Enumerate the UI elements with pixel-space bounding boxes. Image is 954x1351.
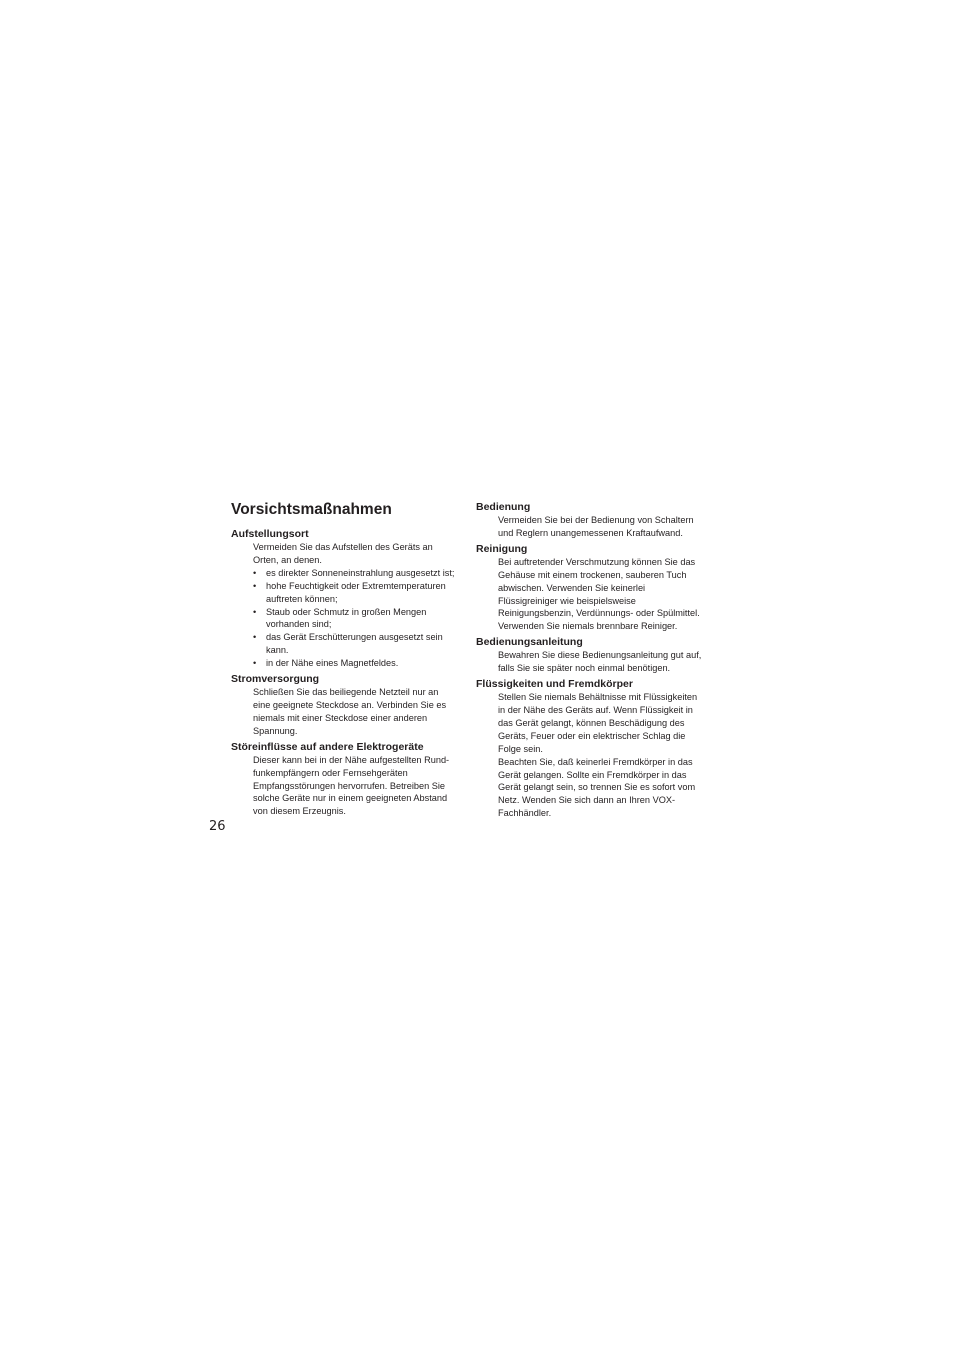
section-fluessigkeiten xyxy=(476,678,702,820)
section-text: Schließen Sie das beiliegende Netzteil nur an eine geeignete Steckdose an. Verbinden Sie es niemals mit einer Steckdose einer anderen Spannung. xyxy=(253,687,447,736)
section-stoereinfluesse xyxy=(231,741,456,819)
section-body xyxy=(253,754,456,819)
section-body xyxy=(498,691,702,820)
section-text: Bewahren Sie diese Bedienungsanleitung gut auf, falls Sie sie später noch einmal benötigen. xyxy=(498,650,702,674)
section-text: Bei auftretender Verschmutzung können Sie das Gehäuse mit einem trockenen, sauberen Tuch abwischen. Verwenden Sie keinerlei Flüssigreiniger wie beispielsweise Reinigungsbenzin, Verdünnungs- oder Spülmittel. Verwenden Sie niemals brennbare Reiniger. xyxy=(498,556,700,632)
section-body xyxy=(498,649,702,675)
section-aufstellungsort xyxy=(231,528,456,670)
section-body xyxy=(253,686,456,738)
left-column xyxy=(231,500,456,821)
section-text: Vermeiden Sie bei der Bedienung von Schaltern und Reglern unangemessenen Kraftaufwand. xyxy=(498,515,694,538)
page-number: 26 xyxy=(209,819,226,834)
bullet-item: • Staub oder Schmutz in großen Mengen vorhanden sind; xyxy=(253,606,456,632)
page-title: Vorsichtsmaßnahmen xyxy=(231,501,392,518)
section-stromversorgung xyxy=(231,673,456,738)
bullet-item: • es direkter Sonneneinstrahlung ausgesetzt ist; xyxy=(253,567,456,580)
section-heading: Bedienung xyxy=(476,501,531,513)
section-heading: Bedienungsanleitung xyxy=(476,636,583,649)
section-heading: Stromversorgung xyxy=(231,673,320,686)
section-text: Beachten Sie, daß keinerlei Fremdkörper in das Gerät gelangen. Sollte ein Fremdkörper in das Gerät gelangt sein, so trennen Sie es sofort vom Netz. Wenden Sie sich dann an Ihren VOX-Fachhändler. xyxy=(498,756,696,819)
section-heading: Reinigung xyxy=(476,542,528,555)
bullet-item: • in der Nähe eines Magnetfeldes. xyxy=(253,657,456,670)
section-body xyxy=(498,514,702,540)
section-intro: Vermeiden Sie das Aufstellen des Geräts an Orten, an denen. xyxy=(253,542,433,565)
bullet-item: • das Gerät Erschütterungen ausgesetzt sein kann. xyxy=(253,631,456,657)
section-reinigung xyxy=(476,543,702,633)
section-body xyxy=(253,541,456,670)
section-bedienung xyxy=(476,501,702,540)
bullet-item: • hohe Feuchtigkeit oder Extremtemperaturen auftreten können; xyxy=(253,580,456,606)
section-heading: Flüssigkeiten und Fremdkörper xyxy=(476,678,633,691)
section-heading: Aufstellungsort xyxy=(231,528,309,540)
section-text: Stellen Sie niemals Behältnisse mit Flüssigkeiten in der Nähe des Geräts auf. Wenn Flüssigkeit in das Gerät gelangt, können Beschädigung des Geräts, Feuer oder ein elektrischer Schlag die Folge sein. xyxy=(498,692,698,754)
section-body xyxy=(498,556,702,633)
section-text: Dieser kann bei in der Nähe aufgestellten Rund-funkempfängern oder Fernsehgeräten Empfangsstörungen hervorrufen. Betreiben Sie solche Geräte nur in einem geeigneten Abstand von diesem Erzeugnis. xyxy=(253,754,450,817)
section-heading: Störeinflüsse auf andere Elektrogeräte xyxy=(231,740,424,753)
bullet-list xyxy=(253,567,456,670)
section-bedienungsanleitung xyxy=(476,636,702,675)
right-column xyxy=(476,501,702,823)
